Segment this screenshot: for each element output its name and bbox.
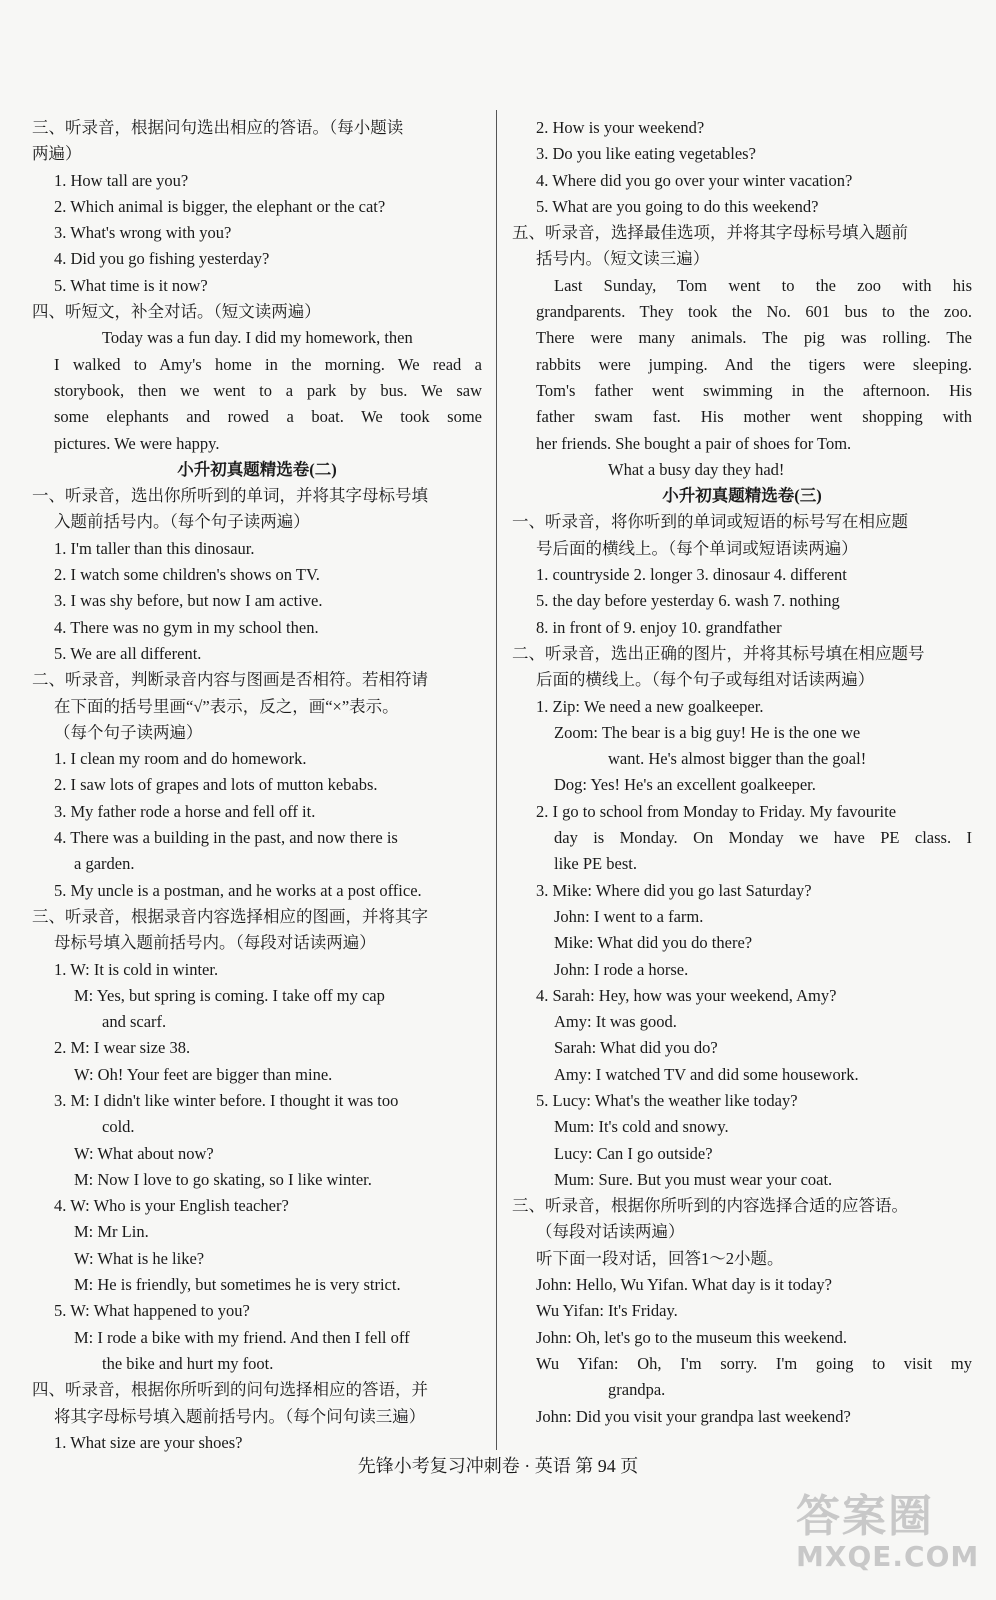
text-line: W: What about now? (74, 1143, 214, 1163)
text-line: 2. M: I wear size 38. (54, 1038, 191, 1058)
text-line: storybook, then we went to a park by bus. We saw (54, 380, 482, 400)
text-line: 4. There was no gym in my school then. (54, 617, 319, 637)
text-line: What a busy day they had! (608, 459, 785, 479)
text-line: 二、听录音，选出正确的图片，并将其标号填在相应题号 (512, 643, 925, 663)
text-line: 3. What's wrong with you? (54, 223, 232, 243)
right-column (512, 115, 972, 1430)
text-line: 1. How tall are you? (54, 170, 189, 190)
text-line: 4. W: Who is your English teacher? (54, 1196, 289, 1216)
text-line: some elephants and rowed a boat. We took some (54, 407, 482, 427)
text-line: 1. W: It is cold in winter. (54, 959, 219, 979)
text-line: M: Yes, but spring is coming. I take off my cap (74, 985, 385, 1005)
text-line: 1. Zip: We need a new goalkeeper. (536, 696, 764, 716)
text-line: Wu Yifan: It's Friday. (536, 1301, 678, 1321)
text-line: （每个句子读两遍） (54, 722, 203, 742)
text-line: 五、听录音，选择最佳选项，并将其字母标号填入题前 (512, 223, 908, 243)
text-line: cold. (102, 1117, 135, 1137)
text-line: rabbits were jumping. And the tigers were sleeping. (536, 354, 972, 374)
text-line: 1. I clean my room and do homework. (54, 749, 307, 769)
text-line: 一、听录音，将你听到的单词或短语的标号写在相应题 (512, 512, 908, 532)
text-line: 一、听录音，选出你所听到的单词，并将其字母标号填 (32, 486, 428, 506)
text-line: John: I went to a farm. (554, 906, 704, 926)
text-line: John: Oh, let's go to the museum this weekend. (536, 1327, 847, 1347)
text-line: M: Now I love to go skating, so I like winter. (74, 1169, 372, 1189)
text-line: 听下面一段对话，回答1～2小题。 (536, 1248, 784, 1268)
text-line: John: Hello, Wu Yifan. What day is it today? (536, 1275, 832, 1295)
text-line: 入题前括号内。（每个句子读两遍） (54, 512, 310, 532)
watermark-logo (796, 1491, 980, 1578)
text-line: 在下面的括号里画“√”表示，反之，画“×”表示。 (54, 696, 399, 716)
text-line: 5. We are all different. (54, 643, 202, 663)
text-line: 2. How is your weekend? (536, 118, 705, 137)
text-line: John: Did you visit your grandpa last weekend? (536, 1406, 851, 1426)
text-line: 3. My father rode a horse and fell off it. (54, 801, 316, 821)
text-line: like PE best. (554, 854, 637, 874)
text-line: 二、听录音，判断录音内容与图画是否相符。若相符请 (32, 670, 428, 690)
text-line: 将其字母标号填入题前括号内。（每个问句读三遍） (54, 1406, 426, 1426)
text-line: W: Oh! Your feet are bigger than mine. (74, 1064, 333, 1084)
text-line: 3. M: I didn't like winter before. I thought it was too (54, 1090, 399, 1110)
text-line: Today was a fun day. I did my homework, then (102, 328, 413, 348)
text-line: want. He's almost bigger than the goal! (608, 749, 867, 769)
text-line: 3. Do you like eating vegetables? (536, 144, 756, 164)
text-line: 8. in front of 9. enjoy 10. grandfather (536, 617, 782, 637)
text-line: M: He is friendly, but sometimes he is very strict. (74, 1275, 401, 1295)
text-line: Tom's father went swimming in the afternoon. His (536, 380, 972, 400)
text-line: and scarf. (102, 1012, 167, 1032)
text-line: father swam fast. His mother went shopping with (536, 407, 972, 427)
text-line: 三、听录音，根据你所听到的内容选择合适的应答语。 (512, 1196, 908, 1216)
text-line: 四、听录音，根据你所听到的问句选择相应的答语，并 (32, 1380, 428, 1400)
text-line: a garden. (74, 854, 135, 874)
text-line: 括号内。（短文读三遍） (536, 249, 710, 269)
text-line: 两遍） (32, 144, 82, 164)
text-line: I walked to Amy's home in the morning. We read a (54, 354, 482, 374)
text-line: 母标号填入题前括号内。（每段对话读两遍） (54, 933, 376, 953)
section-title: 小升初真题精选卷(三) (662, 486, 822, 506)
text-line: 三、听录音，根据录音内容选择相应的图画，并将其字 (32, 906, 428, 926)
text-line: grandparents. They took the No. 601 bus to the zoo. (536, 302, 972, 322)
text-line: day is Monday. On Monday we have PE class. I (554, 828, 972, 848)
text-line: 2. I go to school from Monday to Friday. My favourite (536, 801, 897, 821)
text-line: 2. Which animal is bigger, the elephant or the cat? (54, 196, 386, 216)
text-line: 5. W: What happened to you? (54, 1301, 250, 1321)
text-line: 4. Sarah: Hey, how was your weekend, Amy? (536, 985, 837, 1005)
text-line: 5. My uncle is a postman, and he works at a post office. (54, 880, 422, 900)
text-line: There were many animals. The pig was rolling. The (536, 328, 972, 348)
text-line: 5. Lucy: What's the weather like today? (536, 1090, 798, 1110)
text-line: Zoom: The bear is a big guy! He is the one we (554, 722, 861, 742)
text-line: John: I rode a horse. (554, 959, 689, 979)
text-line: 四、听短文，补全对话。（短文读两遍） (32, 302, 321, 322)
text-line: 1. countryside 2. longer 3. dinosaur 4. different (536, 565, 847, 585)
section-title: 小升初真题精选卷(二) (177, 459, 337, 479)
watermark-text: 答案圈 (796, 1491, 934, 1542)
text-line: Mike: What did you do there? (554, 933, 753, 953)
text-line: Amy: I watched TV and did some housework. (554, 1064, 859, 1084)
text-line: 4. Where did you go over your winter vacation? (536, 170, 853, 190)
text-line: 2. I saw lots of grapes and lots of mutton kebabs. (54, 775, 378, 795)
page-footer: 先锋小考复习冲刺卷 · 英语 第 94 页 (357, 1456, 639, 1476)
left-column (32, 115, 482, 1456)
text-line: Mum: Sure. But you must wear your coat. (554, 1169, 833, 1189)
text-line: Wu Yifan: Oh, I'm sorry. I'm going to visit my (536, 1353, 972, 1373)
text-line: Last Sunday, Tom went to the zoo with his (554, 275, 972, 295)
text-line: grandpa. (608, 1380, 666, 1400)
text-line: 5. What are you going to do this weekend? (536, 196, 819, 216)
text-line: 4. There was a building in the past, and now there is (54, 828, 398, 848)
text-line: 3. Mike: Where did you go last Saturday? (536, 880, 812, 900)
text-line: 1. I'm taller than this dinosaur. (54, 538, 255, 558)
text-line: 三、听录音，根据问句选出相应的答语。（每小题读 (32, 118, 404, 137)
text-line: 3. I was shy before, but now I am active. (54, 591, 323, 611)
text-line: 2. I watch some children's shows on TV. (54, 565, 320, 585)
text-line: （每段对话读两遍） (536, 1222, 685, 1242)
text-line: W: What is he like? (74, 1248, 205, 1268)
text-line: Mum: It's cold and snowy. (554, 1117, 729, 1137)
text-line: 号后面的横线上。（每个单词或短语读两遍） (536, 538, 858, 558)
text-line: Dog: Yes! He's an excellent goalkeeper. (554, 775, 816, 795)
text-line: pictures. We were happy. (54, 433, 220, 453)
text-line: 4. Did you go fishing yesterday? (54, 249, 270, 269)
text-line: M: I rode a bike with my friend. And then I fell off (74, 1327, 410, 1347)
text-line: Amy: It was good. (554, 1012, 677, 1032)
column-divider (496, 110, 497, 1450)
text-line: Sarah: What did you do? (554, 1038, 718, 1058)
text-line: 5. the day before yesterday 6. wash 7. nothing (536, 591, 840, 611)
text-line: 1. What size are your shoes? (54, 1432, 243, 1452)
text-line: Lucy: Can I go outside? (554, 1143, 713, 1163)
text-line: her friends. She bought a pair of shoes for Tom. (536, 433, 852, 453)
text-line: the bike and hurt my foot. (102, 1353, 274, 1373)
text-line: M: Mr Lin. (74, 1222, 149, 1242)
watermark-url: MXQE.COM (796, 1540, 980, 1573)
text-line: 后面的横线上。（每个句子或每组对话读两遍） (536, 670, 875, 690)
text-line: 5. What time is it now? (54, 275, 208, 295)
